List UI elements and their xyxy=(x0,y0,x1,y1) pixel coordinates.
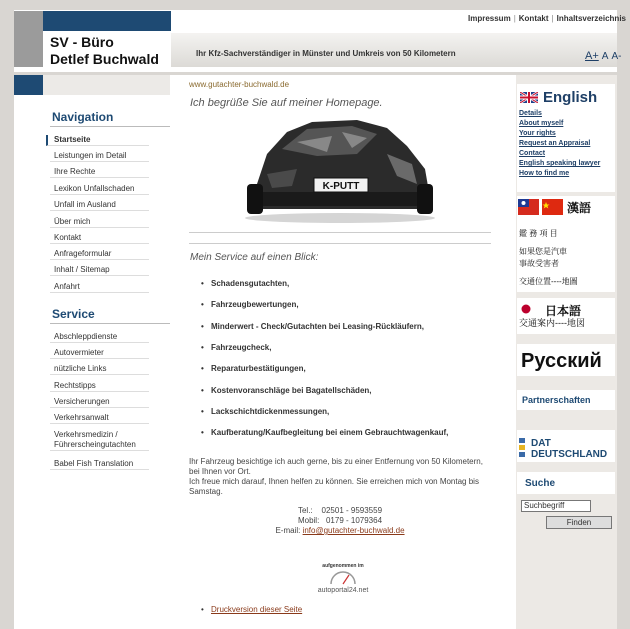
link-impressum[interactable]: Impressum xyxy=(468,14,511,23)
phone-number: Tel.: 02501 - 9593559 xyxy=(297,506,383,515)
search-button[interactable]: Finden xyxy=(546,516,612,529)
badge-brand: autoportal24.net xyxy=(317,587,369,594)
nav-item-versicherungen[interactable]: Versicherungen xyxy=(50,397,149,408)
dat-logo[interactable] xyxy=(519,436,609,460)
nav-item-verkehrsanwalt[interactable]: Verkehrsanwalt xyxy=(50,413,149,424)
english-title[interactable]: English xyxy=(543,89,598,106)
nav-item-ausland[interactable]: Unfall im Ausland xyxy=(50,200,149,211)
search-heading: Suche xyxy=(525,478,556,489)
logo-gray-block xyxy=(14,11,43,67)
service-item: • Lackschichtdickenmessungen, xyxy=(211,406,491,417)
intro-paragraph xyxy=(189,457,491,497)
service-heading: Service xyxy=(52,307,95,321)
partner-heading: Partnerschaften xyxy=(522,395,591,405)
chinese-label[interactable]: 漢語 xyxy=(567,201,592,215)
nav-item-lexikon[interactable]: Lexikon Unfallschaden xyxy=(50,184,149,195)
font-smaller-button[interactable]: A- xyxy=(611,51,622,62)
nav-item-autovermieter[interactable]: Autovermieter xyxy=(50,348,149,359)
english-link-about[interactable]: About myself xyxy=(519,120,564,127)
dat-logo-line-1: DAT xyxy=(531,438,551,449)
chinese-victim-line-1[interactable]: 如果您是汽車 xyxy=(519,247,567,256)
nav-item-anfahrt[interactable]: Anfahrt xyxy=(50,282,149,293)
mobile-number: Mobil: 0179 - 1079364 xyxy=(297,516,383,525)
russian-label[interactable]: Русский xyxy=(521,350,602,372)
japanese-map-link[interactable]: 交通案内----地図 xyxy=(519,318,585,328)
chinese-flags-icon xyxy=(518,199,564,215)
chinese-victim-line-2[interactable]: 事故受害者 xyxy=(519,259,559,268)
paragraph-availability: Ich freue mich darauf, Ihnen helfen zu können. Sie erreichen mich von Montag bis Samstag. xyxy=(189,477,479,496)
japanese-label[interactable]: 日本語 xyxy=(545,304,582,318)
font-normal-button[interactable]: A xyxy=(601,51,609,62)
sidebar xyxy=(44,95,171,629)
autoportal-badge[interactable] xyxy=(303,560,383,596)
contact-block xyxy=(189,506,491,536)
nav-item-babelfish[interactable]: Babel Fish Translation xyxy=(50,459,149,470)
font-size-controls xyxy=(585,50,624,62)
license-plate: K-PUTT xyxy=(322,181,360,192)
nav-item-abschleppdienste[interactable]: Abschleppdienste xyxy=(50,332,149,343)
english-link-contact[interactable]: Contact xyxy=(519,150,546,157)
nav-item-leistungen[interactable]: Leistungen im Detail xyxy=(50,151,149,162)
service-intro-heading: Mein Service auf einen Blick: xyxy=(190,252,319,263)
content-divider-1 xyxy=(189,232,491,233)
search-input[interactable]: Suchbegriff xyxy=(521,500,591,512)
nav-item-rechtstipps[interactable]: Rechtstipps xyxy=(50,381,149,392)
japan-flag-icon xyxy=(520,302,540,316)
chinese-services-link[interactable]: 鑑 務 項 目 xyxy=(519,229,558,238)
tagline: Ihr Kfz-Sachverständiger in Münster und Umkreis von 50 Kilometern xyxy=(196,49,456,58)
service-item: • Kaufberatung/Kaufbegleitung bei einem Gebrauchtwagenkauf, xyxy=(211,427,491,438)
site-url: www.gutachter-buchwald.de xyxy=(189,80,290,89)
nav-item-verkehrsmedizin[interactable]: Verkehrsmedizin / Führerscheingutachten xyxy=(50,430,149,451)
sidebar-accent xyxy=(14,75,43,95)
font-larger-button[interactable]: A+ xyxy=(585,50,599,62)
service-item: • Fahrzeugcheck, xyxy=(211,342,491,353)
english-link-rights[interactable]: Your rights xyxy=(519,130,556,137)
paragraph-distance: Ihr Fahrzeug besichtige ich auch gerne, bis zu einer Entfernung von 50 Kilometern, bei Ihnen vor Ort. xyxy=(189,457,483,476)
english-links xyxy=(519,109,615,179)
link-kontakt[interactable]: Kontakt xyxy=(518,14,549,23)
english-link-appraisal[interactable]: Request an Appraisal xyxy=(519,140,591,147)
english-link-details[interactable]: Details xyxy=(519,110,542,117)
greeting: Ich begrüße Sie auf meiner Homepage. xyxy=(190,97,383,109)
dat-logo-line-2: DEUTSCHLAND xyxy=(531,449,608,460)
logo-line-1: SV - Büro xyxy=(50,34,114,50)
email-label: E-mail: xyxy=(275,526,303,535)
service-item: • Minderwert - Check/Gutachten bei Leasing-Rückläufern, xyxy=(211,321,491,332)
service-item: • Schadensgutachten, xyxy=(211,278,491,289)
email-link[interactable]: info@gutachter-buchwald.de xyxy=(302,526,405,535)
logo-line-2: Detlef Buchwald xyxy=(50,51,159,67)
content-divider-2 xyxy=(189,243,491,244)
service-item: • Fahrzeugbewertungen, xyxy=(211,299,491,310)
top-links: Impressum | Kontakt | Inhaltsverzeichnis xyxy=(468,14,626,23)
sidebar-top-band xyxy=(43,75,170,95)
nav-item-anfrageformular[interactable]: Anfrageformular xyxy=(50,249,149,260)
site-logo[interactable] xyxy=(14,11,171,67)
service-heading-rule xyxy=(50,323,170,324)
uk-flag-icon xyxy=(520,92,538,103)
page-margin-top xyxy=(14,0,617,10)
page-margin-left xyxy=(0,0,14,629)
english-link-directions[interactable]: How to find me xyxy=(519,170,570,177)
link-inhaltsverzeichnis[interactable]: Inhaltsverzeichnis xyxy=(556,14,626,23)
nav-heading-rule xyxy=(50,126,170,127)
print-version-link[interactable]: • Druckversion dieser Seite xyxy=(211,605,302,614)
crashed-car-image xyxy=(237,114,443,224)
page-margin-right xyxy=(617,0,630,629)
service-item: • Kostenvoranschläge bei Bagatellschäden, xyxy=(211,385,491,396)
service-item: • Reparaturbestätigungen, xyxy=(211,363,491,374)
logo-blue-bar xyxy=(43,11,171,31)
nav-item-rechte[interactable]: Ihre Rechte xyxy=(50,167,149,178)
badge-caption: aufgenommen im xyxy=(322,563,364,569)
nav-item-startseite[interactable]: Startseite xyxy=(46,135,149,146)
nav-heading: Navigation xyxy=(52,110,114,124)
nav-item-links[interactable]: nützliche Links xyxy=(50,364,149,375)
nav-item-ueber-mich[interactable]: Über mich xyxy=(50,217,149,228)
nav-item-kontakt[interactable]: Kontakt xyxy=(50,233,149,244)
english-link-lawyer[interactable]: English speaking lawyer xyxy=(519,160,601,167)
nav-item-sitemap[interactable]: Inhalt / Sitemap xyxy=(50,265,149,276)
chinese-map-link[interactable]: 交通位置----地圖 xyxy=(519,277,578,286)
